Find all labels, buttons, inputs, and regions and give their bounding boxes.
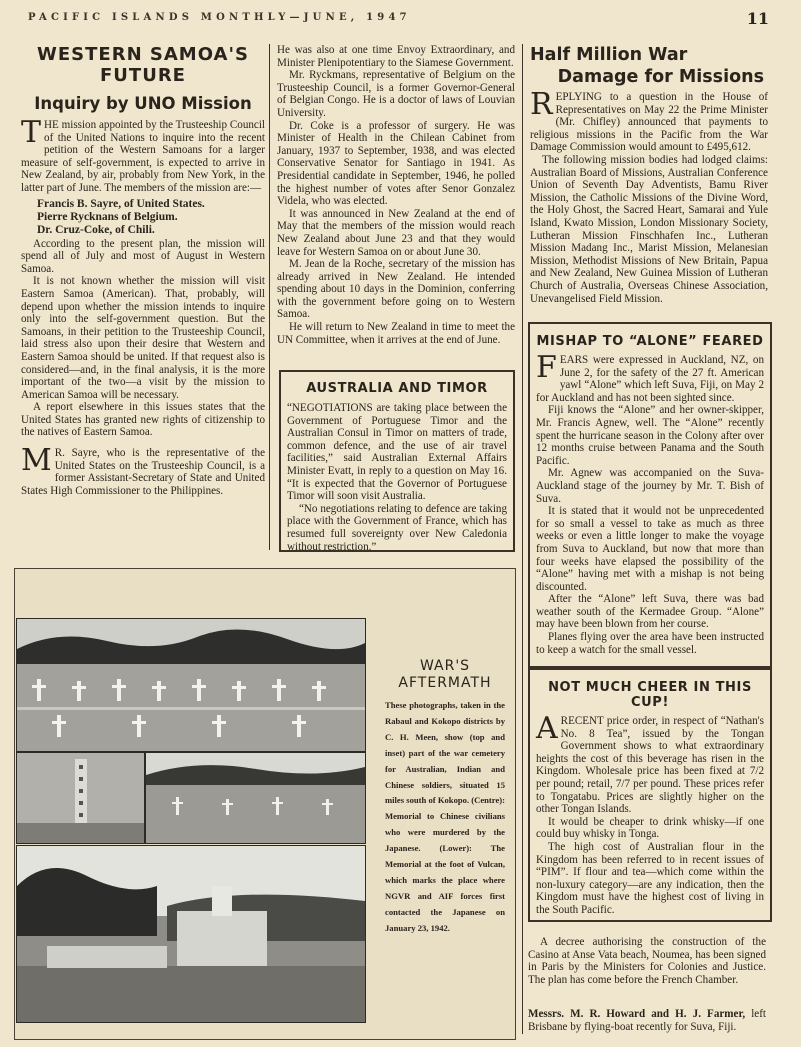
samoa-article <box>21 44 265 497</box>
vulcan-memorial-photo <box>16 845 366 1023</box>
alone-title: MISHAP TO “ALONE” FEARED <box>536 334 764 349</box>
samoa-paragraph: According to the present plan, the mission will spend all of July and most of August in Western Samoa. <box>21 237 265 275</box>
samoa-paragraph: Dr. Coke is a professor of surgery. He was Minister of Health in the Chilean Cabinet from January, 1937 to September, 1938, and was elected Conservative Senator for Santiago in 1941. As Presidential candidate in September, 1946, he polled the highest number of votes after Senor Gonzalez Videla, who was elected. <box>277 119 515 208</box>
drop-cap: A <box>536 711 558 746</box>
column-rule <box>522 44 523 1034</box>
samoa-paragraph: M. Jean de la Roche, secretary of the mission has already arrived in New Zealand. He intended spending about 10 days in the Dominion, conferring with the government before going on to Western Samoa. <box>277 258 515 321</box>
timor-paragraph: “NEGOTIATIONS are taking place between the Government of Portuguese Timor and the Australian Consul in Timor on matters of trade, common defence, and the use of air travel facilities,” said Australian External Affairs Minister Evatt, in reply to a question on May 16. “It is expected that the Governor of Portuguese Timor will soon visit Australia. <box>287 402 507 503</box>
howard-names: Messrs. M. R. Howard and H. J. Farmer, <box>528 1008 746 1020</box>
mission-members <box>21 198 265 237</box>
member-item: Francis B. Sayre, of United States. <box>37 197 205 210</box>
missions-body <box>530 87 768 305</box>
war-title-line2: AFTERMATH <box>398 675 492 691</box>
running-head: PACIFIC ISLANDS MONTHLY—JUNE, 1947 <box>28 12 411 23</box>
alone-paragraph: Planes flying over the area have been instructed to keep a watch for the small vessel. <box>536 631 764 656</box>
samoa-title-line1: WESTERN SAMOA'S <box>37 44 249 65</box>
tea-paragraph: It would be cheaper to drink whisky—if one could buy whisky in Tonga. <box>536 815 764 841</box>
drop-cap: R <box>530 87 553 122</box>
samoa-paragraph: He will return to New Zealand in time to meet the UN Committee, when it arrives at the end of June. <box>277 321 515 346</box>
timor-box <box>279 370 515 552</box>
howard-item <box>528 1008 766 1033</box>
timor-body <box>287 402 507 553</box>
samoa-intro: HE mission appointed by the Trusteeship Council of the United Nations to inquire into the recent petition of the Western Samoans for a larger measure of self-government, is expected to arrive in New Zealand, by air, probably from New York, in the latter part of June. The members of the mission are:— <box>21 119 265 194</box>
drop-cap: M <box>21 443 52 479</box>
samoa-paragraph: Mr. Ryckmans, representative of Belgium on the Trusteeship Council, is a former Governor-General of Belgian Congo. He is a doctor of laws of Louvian University. <box>277 69 515 119</box>
alone-paragraph: Fiji knows the “Alone” and her owner-skipper, Mr. Francis Agnew, well. The “Alone” recently spent the hurricane season in the Colony after over 12 months cruise between Panama and the South Pacific. <box>536 404 764 467</box>
member-item: Pierre Rycknans of Belgium. <box>37 210 178 223</box>
timor-title: AUSTRALIA AND TIMOR <box>306 381 488 396</box>
inset-photo <box>145 752 366 844</box>
samoa-paragraph: R. Sayre, who is the representative of the United States on the Trusteeship Council, is a former Assistant-Secretary of State and United States High Commissioner to the Philippines. <box>21 447 265 497</box>
tea-paragraph: The high cost of Australian flour in the Kingdom has been referred to in recent issues of “PIM”. If flour and tea—which come within the non-luxury category—are any indication, then the Kingdom must have the highest cost of living in the South Pacific. <box>536 840 764 916</box>
drop-cap: F <box>536 350 557 385</box>
page-number: 11 <box>746 9 769 28</box>
alone-paragraph: After the “Alone” left Suva, there was bad weather south of the Kermadee Group. “Alone” may have been blown from her course. <box>536 593 764 631</box>
samoa-paragraph: He was also at one time Envoy Extraordinary, and Minister Plenipotentiary to the Siamese Government. <box>277 44 515 69</box>
column-rule <box>269 44 270 550</box>
howard-text: left Brisbane by flying-boat recently for Suva, Fiji. <box>528 1008 766 1033</box>
timor-paragraph: “No negotiations relating to defence are taking place with the Government of France, which has resumed full sovereignty over New Caledonia without restriction.” <box>287 502 507 553</box>
missions-paragraph: EPLYING to a question in the House of Representatives on May 22 the Prime Minister (Mr. Chifley) announced that payments to religious missions in the Pacific from the War Damage Commission would amount to £495,612. <box>530 91 768 154</box>
member-item: Dr. Cruz-Coke, of Chili. <box>37 223 155 236</box>
casino-text: A decree authorising the construction of the Casino at Anse Vata beach, Noumea, has been signed in Paris by the Ministers for Colonies and Justice. The plan has come before the French Chamber. <box>528 936 766 986</box>
samoa-body <box>21 115 265 497</box>
war-title-line1: WAR'S <box>419 658 471 674</box>
tea-body <box>536 711 764 917</box>
chinese-memorial-photo <box>16 752 145 844</box>
cemetery-photo <box>16 618 366 752</box>
missions-article <box>530 44 768 305</box>
samoa-title-line2: FUTURE <box>100 65 186 86</box>
tea-title-line2: CUP! <box>631 695 669 710</box>
missions-title-line1: Half Million War <box>530 45 688 65</box>
alone-paragraph: Mr. Agnew was accompanied on the Suva-Auckland stage of the journey by Mr. T. Bish of Suva. <box>536 467 764 505</box>
alone-box <box>528 322 772 668</box>
tea-title-line1: NOT MUCH CHEER IN THIS <box>548 680 752 695</box>
samoa-paragraph: A report elsewhere in this issues states that the United States has granted new rights of citizenship to the natives of Eastern Samoa. <box>21 401 265 439</box>
samoa-continued <box>277 44 515 346</box>
samoa-paragraph: It was announced in New Zealand at the end of May that the members of the mission would reach New Zealand about June 23 and that they would leave for Western Samoa on or about June 30. <box>277 207 515 258</box>
alone-paragraph: EARS were expressed in Auckland, NZ, on June 2, for the safety of the 27 ft. American yawl “Alone” which left Suva, Fiji, on May 2 for Auckland and has not been sighted since. <box>536 354 764 404</box>
drop-cap: T <box>21 115 42 150</box>
samoa-paragraph: It is not known whether the mission will visit Eastern Samoa (American). That, probably, will depend upon whether the mission intends to inquire only into the self-government question. But the Samoans, in their petition to the Trusteeship Council, laid stress also upon their desire that Western and Eastern Samoa should be united. If that request also is considered—and, in the final analysis, it is the more important of the two—a visit by the mission to American Samoa will be necessary. <box>21 275 265 401</box>
missions-title-line2: Damage for Missions <box>557 67 764 87</box>
war-caption: These photographs, taken in the Rabaul and Kokopo districts by C. H. Meen, show (top and inset) part of the war cemetery for Australian, Indian and Chinese soldiers, situated 15 miles south of Kokopo. (Centre): Memorial to Chinese civilians who were murdered by the Japanese. (Lower): The Memorial at the foot of Vulcan, which marks the place where NGVR and AIF forces first contacted the Japanese on January 23, 1942. <box>385 700 505 933</box>
alone-body <box>536 350 764 656</box>
samoa-subtitle: Inquiry by UNO Mission <box>34 94 252 113</box>
war-caption-block <box>385 658 505 937</box>
tea-paragraph: RECENT price order, in respect of “Nathan's No. 8 Tea”, issued by the Tongan Government shows to what extraordinary heights the cost of this beverage has risen in the Kingdom. Wholesale price has been fixed at 7/2 per pound; retail, 7/7 per pound. These prices refer to Tongatabu. Prices are slightly higher on the other Tongan Islands. <box>536 715 764 816</box>
missions-paragraph: The following mission bodies had lodged claims: Australian Board of Missions, Australian Conference Union of Seventh Day Adventists, Bamu River Mission, the Catholic Missions of the Divine Word, the Holy Ghost, the Sacred Heart, Samarai and Yule Island, Kwato Mission, London Missionary Society, Lutheran Mission Finschhafen Inc., Lutheran Mission Madang Inc., Marist Mission, Melanesian Mission, Methodist Missions of New Britain, Papua and New Zealand, New Guinea Mission of Lutheran Church of Australia, Overseas Chinese Association, Unevangelised Field Mission. <box>530 153 768 305</box>
tea-box <box>528 668 772 922</box>
casino-item <box>528 936 766 986</box>
alone-paragraph: It is stated that it would not be unprecedented for so small a vessel to take as much as three weeks or even a little longer to make the voyage from Suva to Auckland, but now that more than four weeks have elapsed the possibility of the “Alone” having met with a mishap is not being discounted. <box>536 505 764 593</box>
